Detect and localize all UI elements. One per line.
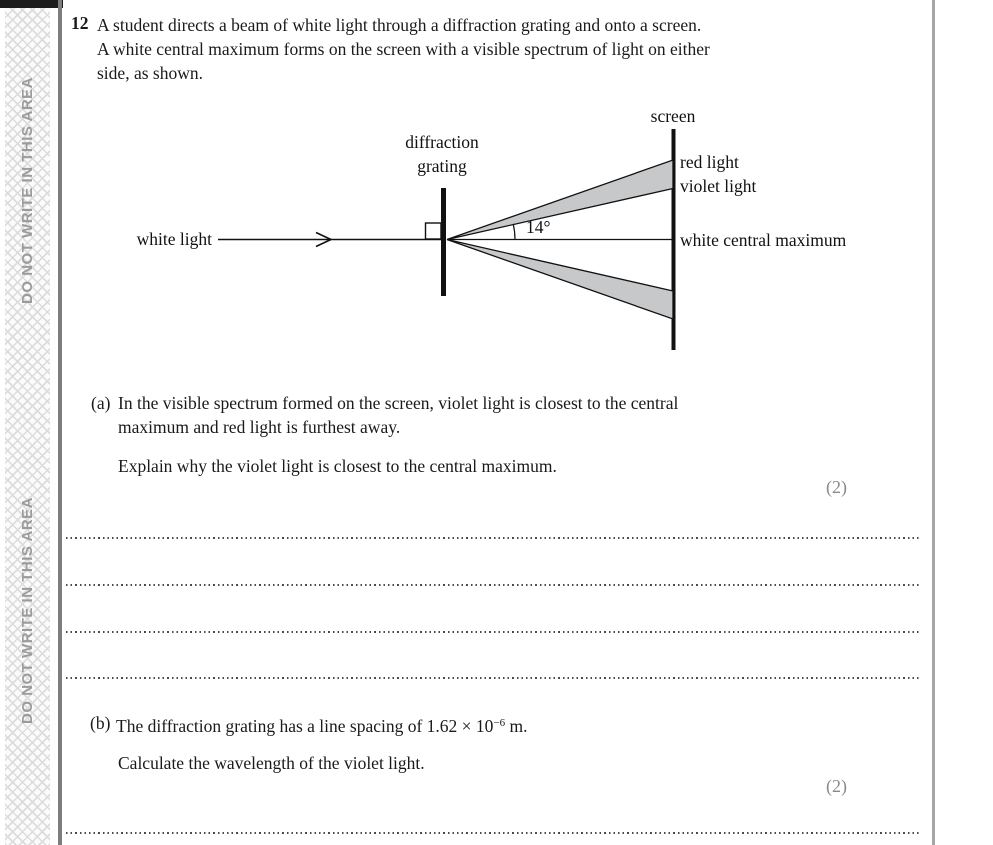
exponent: −6 <box>493 717 506 729</box>
intro-line: A student directs a beam of white light through a diffraction grating and onto a screen. <box>97 15 702 35</box>
do-not-write-warning-bottom <box>5 475 50 745</box>
answer-line[interactable] <box>66 677 919 679</box>
part-b-body <box>116 711 528 738</box>
red-light-label: red light <box>680 152 739 172</box>
intro-line: A white central maximum forms on the screen with a visible spectrum of light on either <box>97 39 710 59</box>
question-intro <box>97 13 710 85</box>
grating-label-line1: diffraction <box>405 132 479 152</box>
answer-line[interactable] <box>66 631 919 633</box>
grating-label-line2: grating <box>417 156 467 176</box>
angle-arc <box>513 224 515 240</box>
warning-text: DO NOT WRITE IN THIS AREA <box>19 496 36 724</box>
part-a-label: (a) <box>91 393 111 413</box>
part-a-prompt: Explain why the violet light is closest to the central maximum. <box>118 456 557 476</box>
upper-spectrum-wedge <box>447 160 673 240</box>
lower-spectrum-wedge <box>447 240 673 320</box>
question-number: 12 <box>71 13 89 33</box>
page-edge-mark <box>0 0 63 8</box>
part-b-prompt: Calculate the wavelength of the violet light. <box>118 753 425 773</box>
right-angle-marker <box>426 223 442 239</box>
answer-line[interactable] <box>66 832 919 834</box>
angle-label: 14° <box>526 217 551 237</box>
violet-light-label: violet light <box>680 176 757 196</box>
do-not-write-warning-top <box>5 55 50 325</box>
content-left-border <box>58 0 62 845</box>
answer-line[interactable] <box>66 584 919 586</box>
part-b-text-suffix: m. <box>505 716 528 736</box>
part-a-line: maximum and red light is furthest away. <box>118 417 401 437</box>
warning-text: DO NOT WRITE IN THIS AREA <box>19 76 36 304</box>
answer-line[interactable] <box>66 537 919 539</box>
central-maximum-label: white central maximum <box>680 230 847 250</box>
screen-label: screen <box>650 106 696 126</box>
part-b-label: (b) <box>90 713 111 733</box>
diffraction-diagram <box>62 95 933 365</box>
white-light-label: white light <box>136 229 212 249</box>
part-b-text: The diffraction grating has a line spacing of 1.62 × 10 <box>116 716 494 736</box>
part-a-line: In the visible spectrum formed on the screen, violet light is closest to the central <box>118 393 679 413</box>
part-b-marks: (2) <box>826 776 847 796</box>
intro-line: side, as shown. <box>97 63 203 83</box>
part-a-body <box>118 391 678 439</box>
part-a-marks: (2) <box>826 477 847 497</box>
